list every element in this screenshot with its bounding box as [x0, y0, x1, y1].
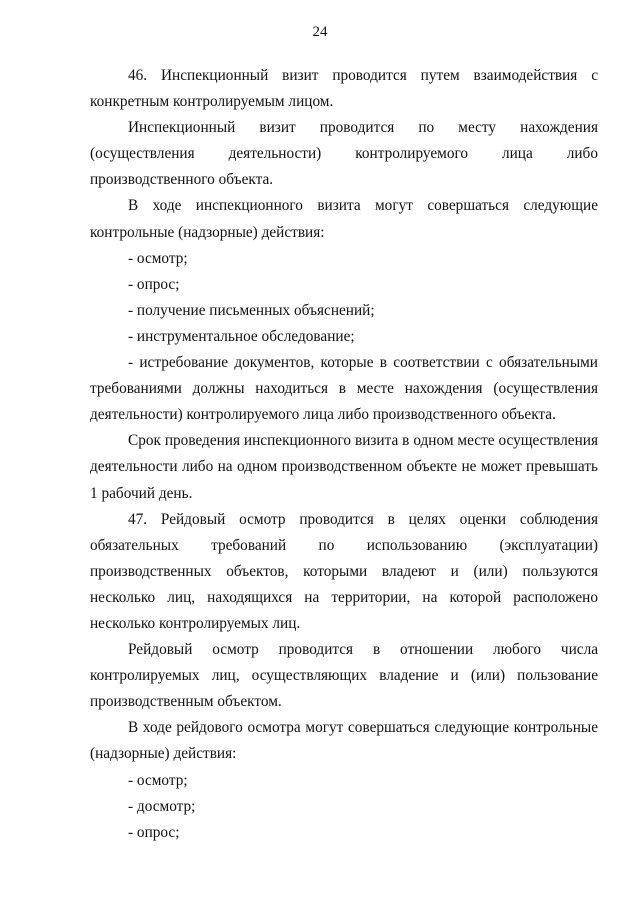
list-item-documents: - истребование документов, которые в соответствии с обязательными требованиями должны находиться в месте нахождения (осуществления деятельности) контролируемого лица либо производственного объекта.	[90, 354, 598, 424]
paragraph-46: 46. Инспекционный визит проводится путем взаимодействия с конкретным контролируемым лицом.	[90, 67, 598, 111]
paragraph-inspection-term: Срок проведения инспекционного визита в одном месте осуществления деятельности либо на одном производственном объекте не может превышать 1 рабочий день.	[90, 432, 598, 502]
list-item: - осмотр;	[128, 249, 188, 267]
document-body	[90, 63, 598, 846]
list-item: - опрос;	[128, 823, 180, 841]
list-item: - инструментальное обследование;	[128, 327, 355, 345]
paragraph-raid-scope: Рейдовый осмотр проводится в отношении любого числа контролируемых лиц, осуществляющих владение и (или) пользование производственным объектом.	[90, 641, 598, 711]
paragraph-inspection-place: Инспекционный визит проводится по месту нахождения (осуществления деятельности) контролируемого лица либо производственного объекта.	[90, 119, 598, 189]
list-item: - опрос;	[128, 275, 180, 293]
list-item: - досмотр;	[128, 797, 196, 815]
paragraph-inspection-actions-intro: В ходе инспекционного визита могут совершаться следующие контрольные (надзорные) действия:	[90, 197, 598, 241]
page-number: 24	[312, 24, 328, 40]
paragraph-raid-actions-intro: В ходе рейдового осмотра могут совершаться следующие контрольные (надзорные) действия:	[90, 719, 598, 763]
list-item: - получение письменных объяснений;	[128, 301, 375, 319]
paragraph-47: 47. Рейдовый осмотр проводится в целях оценки соблюдения обязательных требований по использованию (эксплуатации) производственных объектов, которыми владеют и (или) пользуются несколько лиц, находящихся на территории, на которой расположено несколько контролируемых лиц.	[90, 510, 598, 632]
list-item: - осмотр;	[128, 771, 188, 789]
